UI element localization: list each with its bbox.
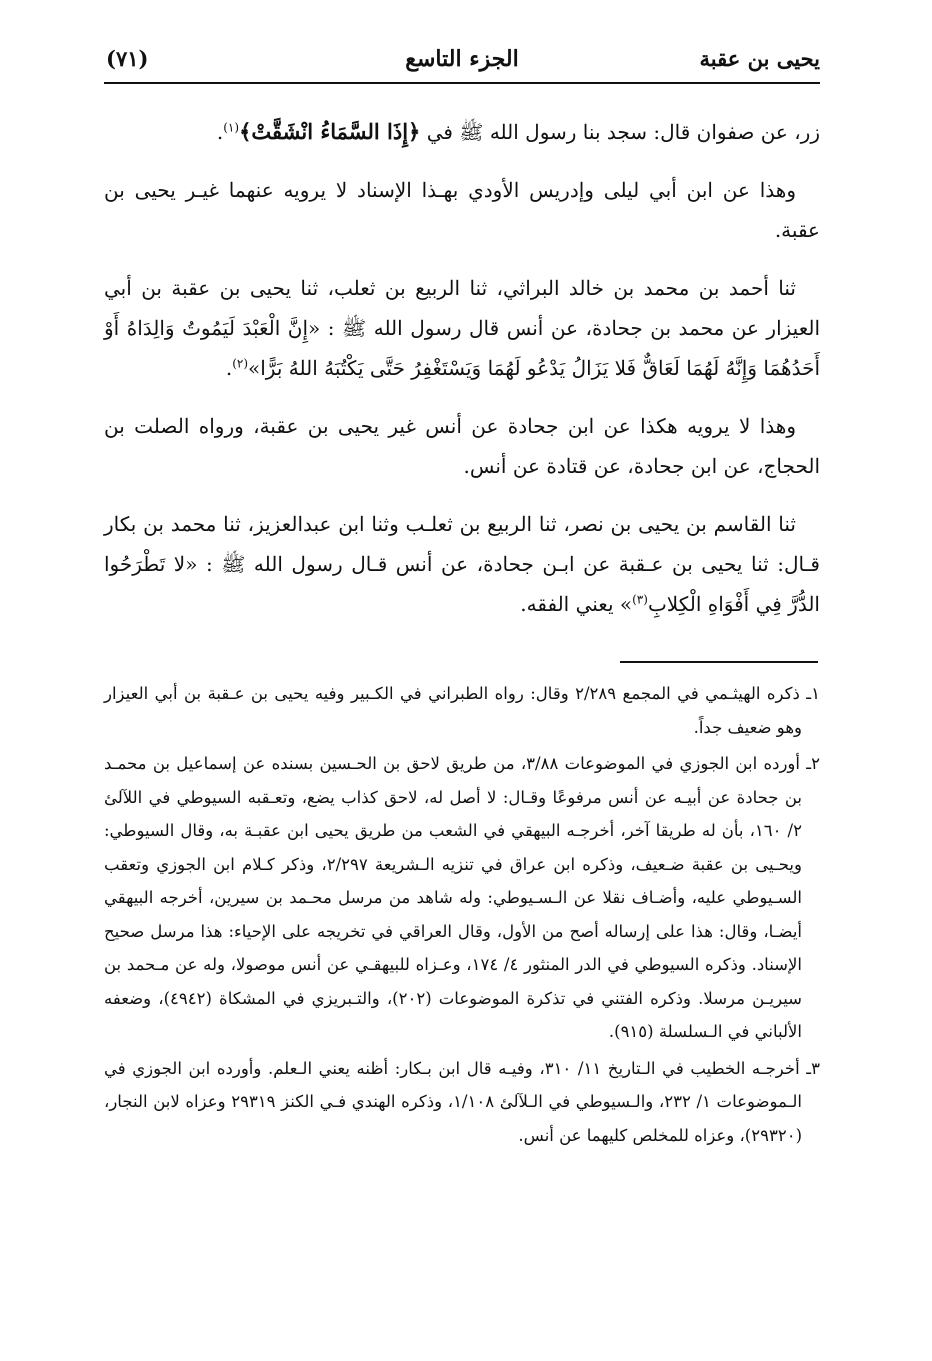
footnotes bbox=[104, 677, 820, 1155]
paragraph-4: وهذا لا يرويه هكذا عن ابن جحادة عن أنس غير يحيى بن عقبة، ورواه الصلت بن الحجاج، عن ابن جحادة، عن قتادة عن أنس. bbox=[104, 414, 820, 478]
footnote-1: ١ـ ذكره الهيثـمي في المجمع ٢/٢٨٩ وقال: رواه الطبراني في الكـبير وفيه يحيى بن عـقبة بن أبي العيزار وهو ضعيف جداً. bbox=[104, 684, 820, 737]
running-head-part: الجزء التاسع bbox=[405, 46, 519, 72]
running-head-book-name: يحيى بن عقبة bbox=[699, 46, 820, 71]
footnote-ref-3: (٣) bbox=[632, 592, 648, 607]
page-header bbox=[104, 38, 820, 88]
quran-quote: ﴿إِذَا السَّمَاءُ انْشَقَّتْ﴾ bbox=[239, 119, 421, 144]
footnote-separator bbox=[620, 661, 818, 663]
paragraph-3: ثنا أحمد بن محمد بن خالد البراثي، ثنا الربيع بن ثعلب، ثنا يحيى بن عقبة بن أبي العيزار عن محمد بن جحادة، عن أنس قال رسول الله ﷺ : «إِنَّ الْعَبْدَ لَيَمُوتُ وَالِدَاهُ أَوْ أَحَدُهُمَا وَإِنَّهُ لَهُمَا لَعَاقٌّ فَلا يَزَالُ يَدْعُو لَهُمَا وَيَسْتَغْفِرُ حَتَّى يَكْتُبَهُ اللهُ بَرًّا»$^{(٢)}$. bbox=[104, 276, 820, 380]
footnote-3: ٣ـ أخرجـه الخطيب في الـتاريخ ١١/ ٣١٠، وفيـه قال ابن بـكار: أظنه يعني الـعلم. وأورده ابن الجوزي في الـموضوعات ١/ ٢٣٢، والـسيوطي في الـلآلئ ١/١٠٨، وذكره الهندي فـي الكنز ٢٩٣١٩ وعزاه لابن النجار، (٢٩٣٢٠)، وعزاه للمخلص كليهما عن أنس. bbox=[104, 1058, 820, 1145]
hadith-quote: «إِنَّ الْعَبْدَ لَيَمُوتُ وَالِدَاهُ أَوْ أَحَدُهُمَا وَإِنَّهُ لَهُمَا لَعَاقٌّ فَلا يَزَالُ يَدْعُو لَهُمَا وَيَسْتَغْفِرُ حَتَّى يَكْتُبَهُ اللهُ بَرًّا» bbox=[104, 316, 820, 380]
hadith-quote: «لا تَطْرَحُوا الدُّرَّ فِي أَفْوَاهِ الْكِلابِ bbox=[104, 552, 820, 616]
paragraph-5: ثنا القاسم بن يحيى بن نصر، ثنا الربيع بن ثعلـب وثنا ابن عبدالعزيز، ثنا محمد بن بكار قـال: ثنا يحيى بن عـقبة عن ابـن جحادة، عن أنس قـال رسول الله ﷺ : «لا تَطْرَحُوا الدُّرَّ فِي أَفْوَاهِ الْكِلابِ$^{(٣)}$» يعني الفقه. bbox=[104, 512, 820, 616]
footnote-ref-1: (١) bbox=[223, 120, 240, 135]
header-rule bbox=[104, 82, 820, 84]
footnote-ref-2: (٢) bbox=[232, 356, 249, 371]
page-number: (٧١) bbox=[106, 46, 149, 71]
footnote-2: ٢ـ أورده ابن الجوزي في الموضوعات ٣/٨٨، من طريق لاحق بن الحـسين بسنده عن إسماعيل بن محمـد بن جحادة عن أبيـه عن أنس مرفوعًا وقـال: لا أصل له، لاحق كذاب يضع، وتعـقبه السيوطي في اللآلئ ٢/ ١٦٠، بأن له طريقا آخر، أخرجـه البيهقي في الشعب من طريق يحيى ابن عقبـة به، وقال السيوطي: ويحـيى بن عقبة ضـعيف، وذكره ابن عراق في تنزيه الـشريعة ٢/٢٩٧، وذكر كـلام ابن الجوزي وتعقب السـيوطي عليه، وأضـاف نقلا عن الـسـيوطي: وله شاهد من مرسل محـمد بن سيرين، أخرجه البيهقي أيضـا، وقال: هذا على إرساله أصح من الأول، وقال العراقي في تخريجه على الإحياء: هذا مرسل صحيح الإسناد. وذكره السيوطي في الدر المنثور ٤/ ١٧٤، وعـزاه للبيهقـي عن أنس موصولا، وله عن مـحمد بن سيريـن مرسلا. وذكره الفتني في تذكرة الموضوعات (٢٠٢)، والتـبريزي في المشكاة (٤٩٤٢)، وضعفه الألباني في الـسلسلة (٩١٥). bbox=[104, 754, 820, 1041]
paragraph-1: زر، عن صفوان قال: سجد بنا رسول الله ﷺ في ﴿إِذَا السَّمَاءُ انْشَقَّتْ﴾$^{(١)}$. bbox=[216, 119, 820, 144]
paragraph-2: وهذا عن ابن أبي ليلى وإدريس الأودي بهـذا الإسناد لا يرويه عنهما غيـر يحيى بن عقبة. bbox=[104, 178, 820, 242]
main-text bbox=[104, 112, 820, 642]
